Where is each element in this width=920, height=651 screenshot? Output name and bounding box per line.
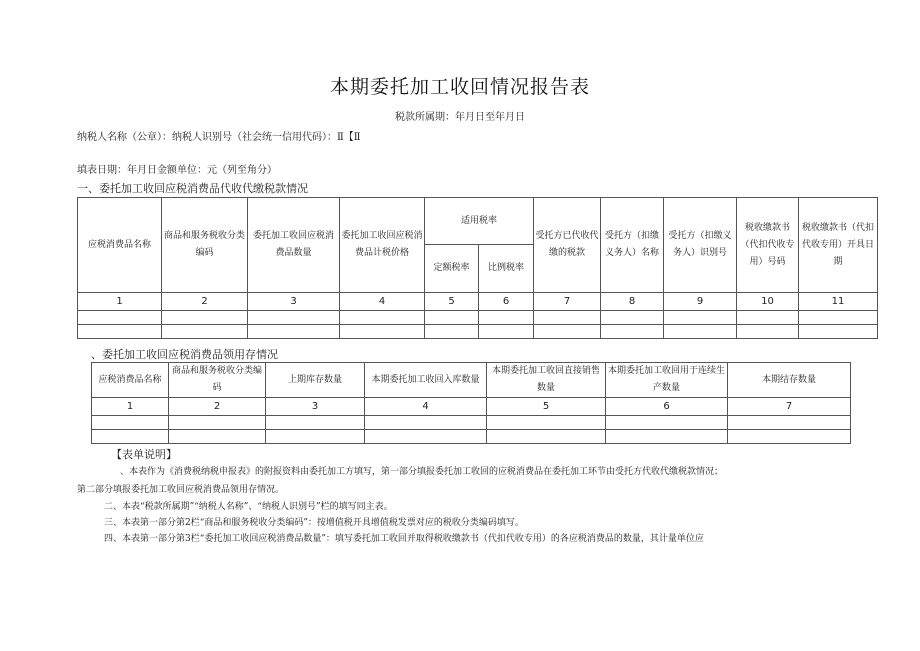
column-number: 11 [799, 293, 878, 311]
table-cell[interactable] [340, 311, 425, 325]
instructions-heading: 【表单说明】 [111, 448, 177, 461]
header-tax-classification-code: 商品和服务税收分类编码 [162, 198, 248, 293]
table-cell[interactable] [728, 430, 851, 444]
header-consumption-goods-name: 应税消费品名称 [92, 363, 169, 398]
header-recovered-quantity: 委托加工收回应税消费品数量 [248, 198, 340, 293]
table-cell[interactable] [92, 430, 169, 444]
header-tax-receipt-number: 税收缴款书（代扣代收专用）号码 [737, 198, 799, 293]
instruction-1-continued: 第二部分填报委托加工收回应税消费品领用存情况。 [77, 485, 285, 495]
column-number: 4 [365, 398, 487, 416]
column-number: 7 [534, 293, 601, 311]
table-cell[interactable] [169, 430, 266, 444]
header-tax-classification-code: 商品和服务税收分类编码 [169, 363, 266, 398]
column-number: 4 [340, 293, 425, 311]
section1-table [77, 197, 878, 339]
table-cell[interactable] [162, 325, 248, 339]
column-number: 3 [248, 293, 340, 311]
instruction-2: 二、本表“税款所属期”“纳税人名称”、“纳税人识别号”栏的填写同主表。 [104, 502, 393, 512]
table-cell[interactable] [365, 430, 487, 444]
table-cell[interactable] [601, 311, 664, 325]
table-row [92, 430, 851, 444]
column-number: 7 [728, 398, 851, 416]
fill-date-line: 填表日期：年月日金额单位：元（列至角分） [77, 165, 277, 176]
column-number: 6 [606, 398, 728, 416]
section1-heading: 一、委托加工收回应税消费品代收代缴税款情况 [77, 182, 308, 195]
table-cell[interactable] [162, 311, 248, 325]
table-cell[interactable] [248, 311, 340, 325]
table-cell[interactable] [601, 325, 664, 339]
table-cell[interactable] [487, 430, 606, 444]
table-cell[interactable] [248, 325, 340, 339]
column-number: 1 [92, 398, 169, 416]
header-received-into-stock: 本期委托加工收回入库数量 [365, 363, 487, 398]
instruction-3: 三、本表第一部分第2栏“商品和服务税收分类编码”：按增值税开具增值税发票对应的税收分类编码填写。 [104, 518, 524, 528]
table-cell[interactable] [92, 416, 169, 430]
instruction-1: 、本表作为《消费税纳税申报表》的附报资料由委托加工方填写，第一部分填报委托加工收回的应税消费品在委托加工环节由受托方代收代缴税款情况； [120, 467, 724, 477]
column-number-row [78, 293, 878, 311]
column-number: 2 [169, 398, 266, 416]
header-fixed-rate: 定额税率 [425, 245, 479, 293]
header-previous-stock: 上期库存数量 [266, 363, 365, 398]
header-tax-withheld: 受托方已代收代缴的税款 [534, 198, 601, 293]
column-number: 10 [737, 293, 799, 311]
header-direct-sales: 本期委托加工收回直接销售数量 [487, 363, 606, 398]
table-cell[interactable] [169, 416, 266, 430]
column-number: 8 [601, 293, 664, 311]
table-cell[interactable] [78, 311, 162, 325]
table-cell[interactable] [266, 416, 365, 430]
column-number: 3 [266, 398, 365, 416]
taxpayer-line: 纳税人名称（公章）：纳税人识别号（社会统一信用代码）：Ⅱ【Ⅱ [77, 132, 361, 143]
table-cell[interactable] [737, 325, 799, 339]
table-cell[interactable] [340, 325, 425, 339]
section2-table [91, 362, 851, 444]
table-cell[interactable] [799, 325, 878, 339]
header-contractor-name: 受托方（扣缴义务人）名称 [601, 198, 664, 293]
table-cell[interactable] [606, 430, 728, 444]
section2-heading: 、委托加工收回应税消费品领用存情况 [91, 348, 278, 361]
header-proportional-rate: 比例税率 [479, 245, 534, 293]
header-ending-stock: 本期结存数量 [728, 363, 851, 398]
column-number: 5 [425, 293, 479, 311]
header-applicable-rate: 适用税率 [425, 198, 534, 245]
column-number: 2 [162, 293, 248, 311]
column-number: 1 [78, 293, 162, 311]
header-taxable-price: 委托加工收回应税消费品计税价格 [340, 198, 425, 293]
table-cell[interactable] [487, 416, 606, 430]
tax-period-line: 税款所属期：年月日至年月日 [395, 112, 525, 123]
header-contractor-id: 受托方（扣缴义务人）识别号 [664, 198, 737, 293]
table-row [78, 325, 878, 339]
table-cell[interactable] [78, 325, 162, 339]
table-cell[interactable] [479, 325, 534, 339]
table-cell[interactable] [728, 416, 851, 430]
table-cell[interactable] [606, 416, 728, 430]
table-cell[interactable] [365, 416, 487, 430]
instruction-4: 四、本表第一部分第3栏“委托加工收回应税消费品数量”：填写委托加工收回并取得税收缴款书（代扣代收专用）的各应税消费品的数量，其计量单位应 [104, 534, 704, 544]
table-cell[interactable] [534, 311, 601, 325]
header-tax-receipt-date: 税收缴款书（代扣代收专用）开具日期 [799, 198, 878, 293]
header-continuous-production: 本期委托加工收回用于连续生产数量 [606, 363, 728, 398]
table-cell[interactable] [425, 311, 479, 325]
table-row [78, 311, 878, 325]
column-number: 5 [487, 398, 606, 416]
column-number: 6 [479, 293, 534, 311]
table-cell[interactable] [664, 311, 737, 325]
table-cell[interactable] [737, 311, 799, 325]
table-cell[interactable] [266, 430, 365, 444]
header-consumption-goods-name: 应税消费品名称 [78, 198, 162, 293]
table-cell[interactable] [479, 311, 534, 325]
column-number: 9 [664, 293, 737, 311]
page-title: 本期委托加工收回情况报告表 [329, 76, 590, 98]
table-cell[interactable] [425, 325, 479, 339]
table-cell[interactable] [534, 325, 601, 339]
column-number-row [92, 398, 851, 416]
table-row [92, 416, 851, 430]
table-cell[interactable] [799, 311, 878, 325]
table-cell[interactable] [664, 325, 737, 339]
